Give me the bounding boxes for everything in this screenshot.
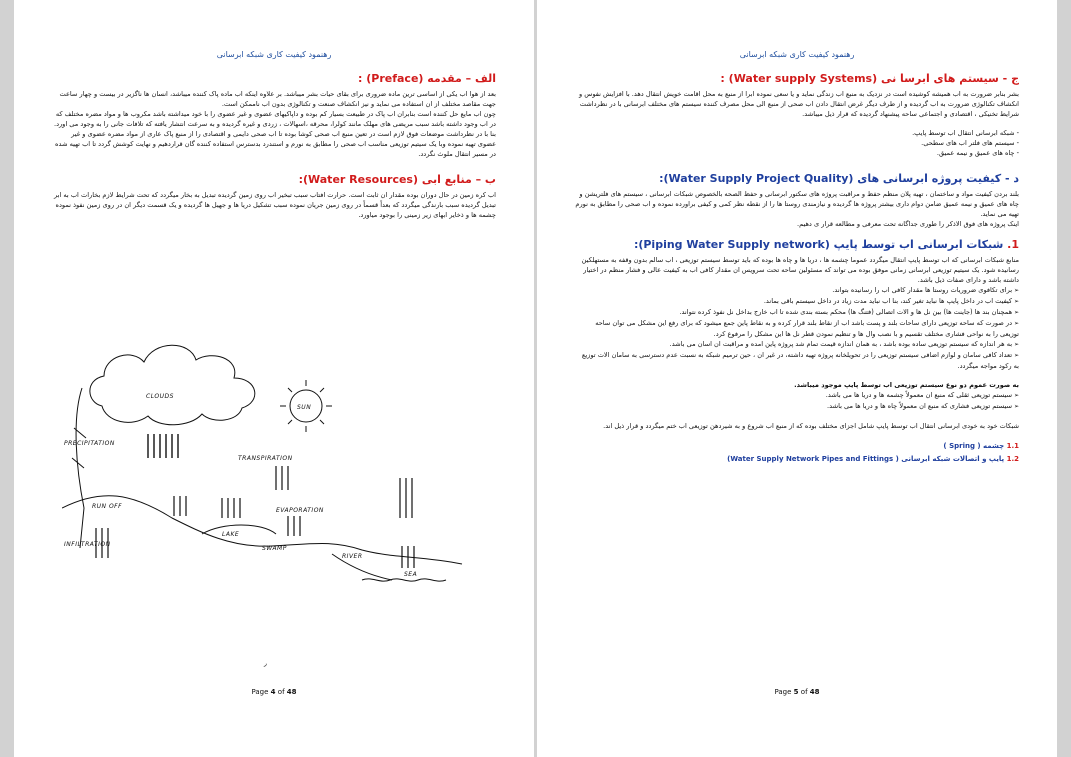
sea-label: SEA xyxy=(404,571,418,578)
infiltration-label: INFILTRATION xyxy=(64,541,111,548)
section-heading-preface: الف – مقدمه (Preface) : xyxy=(358,72,496,85)
page-body xyxy=(52,72,496,220)
resources-paragraph: اب کره زمین در حال دوران بوده مقدار ان ثابت است. حرارت افتاب سبب تبخیر اب روی زمین گردیده تبدیل به بخار میگردد که تحت شرایط لازم بخارات اب به ابر تبدیل گردیده سبب بارندگی میگردد که بعداً قسماً در روی زمین جریان نموده سبب تشکیل دریا ها و جهیل ها گردیده و یک قسمت دیگر ان در روی زمین نفوذ نموده چشمه ها و ذخایر ابهای زیر زمینی را بوجود میاورد. xyxy=(53,191,496,219)
closing-paragraph: شبکات خود به خودی ابرسانی انتقال اب توسط پایپ شامل اجزای مختلف بوده که از منبع اب شروع و به شیردهن توزیعی اب ختم میگردد و قرار ذیل اند. xyxy=(603,422,1019,430)
tree-left xyxy=(72,388,86,548)
footer-total-pages: 48 xyxy=(809,688,820,696)
page-footer xyxy=(537,688,1057,696)
page-body xyxy=(575,72,1019,466)
precipitation-label: PRECIPITATION xyxy=(64,440,115,447)
sub-item-number: 1.2 xyxy=(1006,455,1019,463)
footer-total-pages: 48 xyxy=(286,688,297,696)
network-paragraph: منابع شبکات ابرسانی که اب توسط پایپ انتقال میگردد عموما چشمه ها ، دریا ها و چاه ها بوده که باید توسط سیستم توزیعی ، اب سالم بدون وقفه به مستهلکین رسانیده شود. یک سیتیم توزیعی ابرسانی زمانی موفق بوده می تواند که مسئولین ساحه تحت سرویس ان مقدار کافی اب به کیفیت عالی و فشار منظم در اختیار داشته باشد و دارای صفات ذیل باشد. xyxy=(581,256,1019,284)
section-heading-systems: ج - سیستم های ابرسا نی (Water supply Systems) : xyxy=(720,72,1019,85)
footer-page-number: 4 xyxy=(270,688,276,696)
preface-paragraph-1: بعد از هوا اب یکی از اساسی ترین ماده ضروری برای بقای حیات بشر میباشد. بر علاوه اینکه اب ماده پاک کننده میباشد، انسان ها ناگزیر در بیست و چهار ساعت جهت مقاصد مختلف از ان استفاده می نماید و نیز انکشاف صنعت و تکنالوژی بدون اب ناممکن است. xyxy=(59,90,496,108)
run-off-arrows xyxy=(174,496,186,516)
list-item: ➢ تعداد کافی سامان و لوازم اضافی سیستم توزیعی را در تحویلخانه پروژه تهیه داشته، در غیر ان ، حین ترمیم شبکه به نسبت عدم دسترسی به سامان الات توزیع به رکود مواجه میگردد. xyxy=(575,350,1019,371)
sun-label: SUN xyxy=(297,404,312,411)
list-item: ➢ در صورت که ساحه توزیعی دارای ساحات بلند و پست باشد اب از نقاط بلند قرار کرده و به نقاط پاین جمع میشود که برای رفع این مشکل می توان ساحه توزیعی را به نواحی فشاری مختلف تقسیم و با نصب وال ها و تنظیم نمودن قطر نل ها این مشکل را مرفوع کرد. xyxy=(575,318,1019,339)
sub-item-label: پایپ و اتصالات شبکه ابرسانی ( Water Supply Network Pipes and Fittings) xyxy=(727,455,1005,463)
preface-paragraph-2: چون اب مایع حل کننده است بنابران اب پاک در طبیعت بسیار کم بوده و داپاکیهای عضوی و غیر عضوی را با خود میداشته باشد مکروب ها و مواد مضره مختلف که در اب وجود داشته باشد سبب مریضی های مهلک مانند کولرا، محرقه ،اسهالات ، زردی و غیره گردیده و به سرعت انتشار یافته که تلافات جانی را به وجود می اورد. xyxy=(53,110,496,128)
systems-list xyxy=(575,128,1019,158)
preface-paragraph-3: بنا با در نظرداشت موضعات فوق لازم است در تعین منبع اب صحی کوشا بوده تا اب صحی دایمی و اقتصادی را از منبع پاک عاری از مواد مضره عضوی و غیر عضوی تهیه نموده وبا یک سیتیم توزیعی مناسب اب صحی را مطابق به نورم و استندرد بدسترس استفاده کننده گان قراردهیم و نهایت کوشش گردد تا اب تهیه شده در مسیر انتقال ملوث نگردد. xyxy=(55,130,496,158)
list-item: - چاه های عمیق و نیمه عمیق. xyxy=(575,148,1019,158)
footer-prefix: Page xyxy=(774,688,792,696)
page-header: رهنمود کیفیت کاری شبکه ابرسانی xyxy=(739,50,855,59)
list-item: ➢ سیستم توزیعی فشاری که منبع ان معمولاً چاه ها و دریا ها می باشد. xyxy=(575,401,1019,412)
section-heading-quality: د - کیفیت پروژه ابرسانی های (Water Supply Project Quality): xyxy=(659,172,1019,185)
list-item: ➢ به هر اندازه که سیستم توزیعی ساده بوده باشد ، به همان اندازه قیمت تمام شد پروژه پاین امده و مراقبت ان اسان می باشد. xyxy=(575,339,1019,350)
list-item: ➢ کیفیت اب در داخل پایپ ها نباید تغیر کند، بنا اب نباید مدت زیاد در داخل سیستم باقی بماند. xyxy=(575,296,1019,307)
footer-of: of xyxy=(800,688,808,696)
lake-label: LAKE xyxy=(222,531,240,538)
sub-item-label: چشمه ( Spring ) xyxy=(943,442,1005,450)
section-heading-resources: ب – منابع ابی (Water Resources): xyxy=(298,173,496,186)
list-item: - شبکه ابرسانی انتقال اب توسط پایپ. xyxy=(575,128,1019,138)
network-heading-text: شبکات ابرسانی اب توسط پایپ (Piping Water Supply network): xyxy=(633,238,1004,251)
page-footer xyxy=(14,688,534,696)
swamp-label: SWAMP xyxy=(262,545,287,552)
sea-waves xyxy=(362,579,446,581)
evaporation-label: EVAPORATION xyxy=(276,507,324,514)
footer-prefix: Page xyxy=(251,688,269,696)
sub-item-spring xyxy=(575,440,1019,453)
sub-item-number: 1.1 xyxy=(1006,442,1019,450)
section-heading-network xyxy=(575,238,1019,252)
sub-item-pipes xyxy=(575,453,1019,466)
types-list xyxy=(575,390,1019,412)
water-cycle-diagram xyxy=(62,318,482,608)
transpiration-label: TRANSPIRATION xyxy=(238,455,293,462)
page-header: رهنمود کیفیت کاری شبکه ابرسانی xyxy=(216,50,332,59)
precipitation-arrows xyxy=(148,434,178,458)
stray-character: ر xyxy=(264,660,267,667)
network-list xyxy=(575,285,1019,371)
clouds-label: CLOUDS xyxy=(146,393,174,400)
transpiration-arrows xyxy=(276,466,288,490)
sea-evaporation-arrows xyxy=(400,478,414,568)
types-heading: به صورت عموم دو نوع سیستم توزیعی اب توسط پایپ موجود میباشد. xyxy=(794,381,1019,389)
list-item: ➢ برای تکافوی ضروریات روستا ها مقدار کافی اب را رسانیده بتواند. xyxy=(575,285,1019,296)
network-heading-number: 1. xyxy=(1007,238,1019,251)
systems-paragraph: بشر بنابر ضرورت به اب همیشه کوشیده است در نزدیک به منبع اب زندگی نماید و یا سعی نموده ابرا از منبع به محل اقامت خویش انتقال دهد. با افزایش نفوس و انکشاف تکنالوژی ضرورت به اب گردیده و از طرف دیگر غرض انتقال دادن اب صحی از منبع الی محل مصرف کننده سیستم های مختلف ابرسانی با در نظرداشت شرایط تخنیکی ، اقتصادی و اجتماعی ساحه پیشنهاد گردیده که قرار ذیل میباشد. xyxy=(579,90,1019,118)
footer-of: of xyxy=(277,688,285,696)
evaporation-arrows xyxy=(222,498,240,518)
list-item: - سیستم های فلتر اب های سطحی. xyxy=(575,138,1019,148)
quality-paragraph-1: بلند بردن کیفیت مواد و ساختمان ، تهیه پلان منظم حفظ و مراقبت پروژه های سکتور ابرسانی و حفظ الصحه بالخصوص شبکات ابرسانی ، سیستم های فلتریشن و چاه های عمیق و نیمه عمیق ضامن دوام داری بیشتر پروژه ها گردیده و نیازمندی روستا ها را از نقطه نظر کمی و کیفی براورده نموده و اب صحی را مطابق به نورم تهیه می نماید. xyxy=(575,190,1019,218)
quality-paragraph-2: اینک پروژه های فوق الاذکر را طوری جداگانه تحت معرفی و مطالعه قرار ی دهیم. xyxy=(796,220,1019,228)
document-page-right xyxy=(537,0,1057,757)
list-item: ➢ همچنان بند ها (جاینت ها) بین نل ها و الات اتصالی (فتنگ ها) محکم بسته بندی شده تا اب خارج بداخل نل نفوذ کرده نتواند. xyxy=(575,307,1019,318)
document-page-left xyxy=(14,0,534,757)
run-off-label: RUN OFF xyxy=(92,503,123,510)
cloud-shape xyxy=(90,345,255,425)
footer-page-number: 5 xyxy=(793,688,799,696)
list-item: ➢ سیستم توزیعی ثقلی که منبع ان معمولاً چشمه ها و دریا ها می باشد. xyxy=(575,390,1019,401)
river-label: RIVER xyxy=(342,553,363,560)
